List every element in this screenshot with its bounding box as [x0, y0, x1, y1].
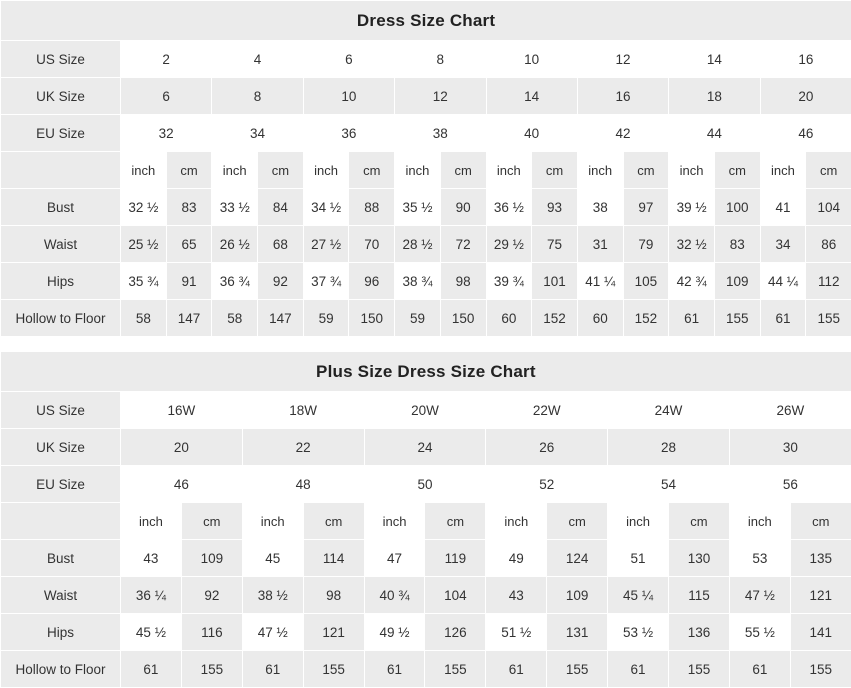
unit-cell: cm [181, 503, 242, 540]
measure-cell: 35 ½ [395, 189, 441, 226]
plus-size-chart-table [0, 351, 851, 688]
measure-cell: 27 ½ [303, 226, 349, 263]
unit-cell: inch [212, 152, 258, 189]
measure-cell: 109 [547, 577, 608, 614]
row-label: EU Size [1, 115, 121, 152]
table-row [1, 300, 851, 337]
measure-cell: 91 [166, 263, 212, 300]
size-cell: 8 [395, 41, 486, 78]
unit-cell: inch [303, 152, 349, 189]
size-cell: 12 [395, 78, 486, 115]
measure-cell: 98 [440, 263, 486, 300]
size-cell: 20 [760, 78, 851, 115]
size-cell: 18 [669, 78, 760, 115]
measure-cell: 49 ½ [364, 614, 425, 651]
unit-cell: cm [714, 152, 760, 189]
size-cell: 14 [669, 41, 760, 78]
row-label: Waist [1, 577, 121, 614]
measure-cell: 124 [547, 540, 608, 577]
size-cell: 28 [608, 429, 730, 466]
unit-cell: inch [364, 503, 425, 540]
measure-cell: 61 [242, 651, 303, 688]
measure-cell: 155 [181, 651, 242, 688]
unit-cell: inch [669, 152, 715, 189]
unit-header-row [1, 503, 851, 540]
measure-cell: 152 [623, 300, 669, 337]
table-row [1, 466, 851, 503]
size-cell: 42 [577, 115, 668, 152]
unit-cell: cm [790, 503, 851, 540]
measure-cell: 116 [181, 614, 242, 651]
measure-cell: 36 ½ [486, 189, 532, 226]
unit-cell: inch [729, 503, 790, 540]
measure-cell: 34 ½ [303, 189, 349, 226]
table-row [1, 226, 851, 263]
table-row [1, 429, 851, 466]
measure-cell: 36 ¾ [212, 263, 258, 300]
size-cell: 32 [121, 115, 212, 152]
measure-cell: 150 [440, 300, 486, 337]
measure-cell: 41 [760, 189, 806, 226]
measure-cell: 135 [790, 540, 851, 577]
measure-cell: 43 [486, 577, 547, 614]
measure-cell: 101 [532, 263, 578, 300]
chart-divider-spacer [0, 337, 851, 351]
measure-cell: 47 ½ [729, 577, 790, 614]
measure-cell: 115 [669, 577, 730, 614]
measure-cell: 59 [395, 300, 441, 337]
size-cell: 36 [303, 115, 394, 152]
row-label: Waist [1, 226, 121, 263]
measure-cell: 34 [760, 226, 806, 263]
unit-row-label [1, 503, 121, 540]
measure-cell: 92 [258, 263, 304, 300]
size-cell: 56 [729, 466, 851, 503]
unit-cell: inch [760, 152, 806, 189]
measure-cell: 39 ½ [669, 189, 715, 226]
measure-cell: 83 [166, 189, 212, 226]
measure-cell: 26 ½ [212, 226, 258, 263]
dress-size-chart-table [0, 0, 851, 337]
measure-cell: 42 ¾ [669, 263, 715, 300]
measure-cell: 38 ½ [242, 577, 303, 614]
measure-cell: 90 [440, 189, 486, 226]
size-cell: 4 [212, 41, 303, 78]
table-row [1, 540, 851, 577]
measure-cell: 121 [303, 614, 364, 651]
dress-size-chart-block [0, 0, 851, 337]
measure-cell: 155 [547, 651, 608, 688]
measure-cell: 37 ¾ [303, 263, 349, 300]
plus-size-chart-body [1, 352, 851, 392]
unit-cell: inch [395, 152, 441, 189]
measure-cell: 61 [608, 651, 669, 688]
measure-cell: 100 [714, 189, 760, 226]
chart1-title: Dress Size Chart [1, 1, 851, 41]
measure-cell: 25 ½ [121, 226, 167, 263]
measure-cell: 47 [364, 540, 425, 577]
row-label: Hips [1, 614, 121, 651]
size-cell: 50 [364, 466, 486, 503]
measure-cell: 79 [623, 226, 669, 263]
measure-cell: 47 ½ [242, 614, 303, 651]
measure-cell: 55 ½ [729, 614, 790, 651]
measure-cell: 86 [806, 226, 851, 263]
measure-cell: 32 ½ [669, 226, 715, 263]
measure-cell: 38 [577, 189, 623, 226]
measure-cell: 147 [166, 300, 212, 337]
measure-cell: 104 [425, 577, 486, 614]
chart2-size-rows [1, 392, 851, 503]
measure-cell: 83 [714, 226, 760, 263]
size-cell: 46 [760, 115, 851, 152]
measure-cell: 155 [425, 651, 486, 688]
measure-cell: 136 [669, 614, 730, 651]
size-cell: 30 [729, 429, 851, 466]
row-label: US Size [1, 41, 121, 78]
unit-cell: cm [349, 152, 395, 189]
row-label: Hollow to Floor [1, 651, 121, 688]
unit-cell: cm [303, 503, 364, 540]
measure-cell: 68 [258, 226, 304, 263]
measure-cell: 58 [121, 300, 167, 337]
measure-cell: 61 [760, 300, 806, 337]
size-cell: 16 [577, 78, 668, 115]
chart1-unit-row [1, 152, 851, 189]
unit-cell: inch [486, 152, 532, 189]
measure-cell: 155 [303, 651, 364, 688]
size-cell: 22W [486, 392, 608, 429]
size-cell: 10 [486, 41, 577, 78]
measure-cell: 39 ¾ [486, 263, 532, 300]
measure-cell: 147 [258, 300, 304, 337]
measure-cell: 53 ½ [608, 614, 669, 651]
measure-cell: 84 [258, 189, 304, 226]
measure-cell: 92 [181, 577, 242, 614]
measure-cell: 105 [623, 263, 669, 300]
size-cell: 26W [729, 392, 851, 429]
row-label: US Size [1, 392, 121, 429]
unit-cell: cm [532, 152, 578, 189]
measure-cell: 49 [486, 540, 547, 577]
row-label: Bust [1, 540, 121, 577]
measure-cell: 155 [790, 651, 851, 688]
chart1-size-rows [1, 41, 851, 152]
measure-cell: 45 ½ [121, 614, 182, 651]
unit-header-row [1, 152, 851, 189]
measure-cell: 152 [532, 300, 578, 337]
chart2-title: Plus Size Dress Size Chart [1, 352, 851, 392]
measure-cell: 28 ½ [395, 226, 441, 263]
measure-cell: 112 [806, 263, 851, 300]
unit-cell: cm [166, 152, 212, 189]
row-label: Hips [1, 263, 121, 300]
size-cell: 6 [303, 41, 394, 78]
measure-cell: 131 [547, 614, 608, 651]
size-cell: 46 [121, 466, 243, 503]
measure-cell: 32 ½ [121, 189, 167, 226]
measure-cell: 59 [303, 300, 349, 337]
size-cell: 12 [577, 41, 668, 78]
plus-size-chart-block [0, 351, 851, 688]
size-cell: 54 [608, 466, 730, 503]
unit-cell: cm [623, 152, 669, 189]
dress-size-chart-body [1, 1, 851, 41]
size-cell: 20 [121, 429, 243, 466]
unit-cell: inch [121, 503, 182, 540]
unit-cell: cm [440, 152, 486, 189]
row-label: Bust [1, 189, 121, 226]
measure-cell: 96 [349, 263, 395, 300]
measure-cell: 65 [166, 226, 212, 263]
table-row [1, 189, 851, 226]
measure-cell: 60 [577, 300, 623, 337]
measure-cell: 109 [181, 540, 242, 577]
unit-cell: cm [806, 152, 851, 189]
measure-cell: 61 [729, 651, 790, 688]
size-cell: 38 [395, 115, 486, 152]
measure-cell: 98 [303, 577, 364, 614]
measure-cell: 51 ½ [486, 614, 547, 651]
measure-cell: 97 [623, 189, 669, 226]
size-cell: 34 [212, 115, 303, 152]
measure-cell: 93 [532, 189, 578, 226]
measure-cell: 38 ¾ [395, 263, 441, 300]
measure-cell: 45 [242, 540, 303, 577]
table-row [1, 577, 851, 614]
row-label: UK Size [1, 429, 121, 466]
measure-cell: 88 [349, 189, 395, 226]
unit-cell: cm [547, 503, 608, 540]
table-row [1, 78, 851, 115]
table-row [1, 263, 851, 300]
chart2-title-row [1, 352, 851, 392]
chart1-measure-rows [1, 189, 851, 337]
measure-cell: 72 [440, 226, 486, 263]
unit-cell: inch [608, 503, 669, 540]
unit-cell: inch [242, 503, 303, 540]
measure-cell: 44 ¼ [760, 263, 806, 300]
unit-cell: cm [425, 503, 486, 540]
measure-cell: 130 [669, 540, 730, 577]
measure-cell: 109 [714, 263, 760, 300]
measure-cell: 33 ½ [212, 189, 258, 226]
table-row [1, 41, 851, 78]
measure-cell: 141 [790, 614, 851, 651]
size-cell: 2 [121, 41, 212, 78]
size-cell: 22 [242, 429, 364, 466]
measure-cell: 114 [303, 540, 364, 577]
size-cell: 24W [608, 392, 730, 429]
size-cell: 26 [486, 429, 608, 466]
measure-cell: 29 ½ [486, 226, 532, 263]
size-cell: 48 [242, 466, 364, 503]
size-cell: 16W [121, 392, 243, 429]
table-row [1, 614, 851, 651]
unit-cell: inch [121, 152, 167, 189]
measure-cell: 51 [608, 540, 669, 577]
measure-cell: 155 [714, 300, 760, 337]
size-cell: 52 [486, 466, 608, 503]
unit-cell: inch [486, 503, 547, 540]
row-label: Hollow to Floor [1, 300, 121, 337]
measure-cell: 150 [349, 300, 395, 337]
measure-cell: 61 [486, 651, 547, 688]
unit-cell: cm [669, 503, 730, 540]
measure-cell: 61 [121, 651, 182, 688]
size-cell: 16 [760, 41, 851, 78]
unit-cell: inch [577, 152, 623, 189]
measure-cell: 31 [577, 226, 623, 263]
measure-cell: 155 [669, 651, 730, 688]
measure-cell: 58 [212, 300, 258, 337]
table-row [1, 115, 851, 152]
unit-row-label [1, 152, 121, 189]
measure-cell: 41 ¼ [577, 263, 623, 300]
size-cell: 6 [121, 78, 212, 115]
size-cell: 40 [486, 115, 577, 152]
measure-cell: 60 [486, 300, 532, 337]
size-cell: 24 [364, 429, 486, 466]
measure-cell: 53 [729, 540, 790, 577]
measure-cell: 126 [425, 614, 486, 651]
measure-cell: 75 [532, 226, 578, 263]
measure-cell: 70 [349, 226, 395, 263]
row-label: EU Size [1, 466, 121, 503]
measure-cell: 36 ¼ [121, 577, 182, 614]
measure-cell: 155 [806, 300, 851, 337]
measure-cell: 61 [669, 300, 715, 337]
size-cell: 10 [303, 78, 394, 115]
measure-cell: 35 ¾ [121, 263, 167, 300]
measure-cell: 104 [806, 189, 851, 226]
row-label: UK Size [1, 78, 121, 115]
chart1-title-row [1, 1, 851, 41]
measure-cell: 40 ¾ [364, 577, 425, 614]
chart2-measure-rows [1, 540, 851, 688]
unit-cell: cm [258, 152, 304, 189]
measure-cell: 61 [364, 651, 425, 688]
measure-cell: 43 [121, 540, 182, 577]
chart2-unit-row [1, 503, 851, 540]
size-cell: 44 [669, 115, 760, 152]
table-row [1, 392, 851, 429]
size-cell: 20W [364, 392, 486, 429]
measure-cell: 45 ¼ [608, 577, 669, 614]
size-cell: 14 [486, 78, 577, 115]
size-cell: 8 [212, 78, 303, 115]
measure-cell: 121 [790, 577, 851, 614]
size-cell: 18W [242, 392, 364, 429]
measure-cell: 119 [425, 540, 486, 577]
